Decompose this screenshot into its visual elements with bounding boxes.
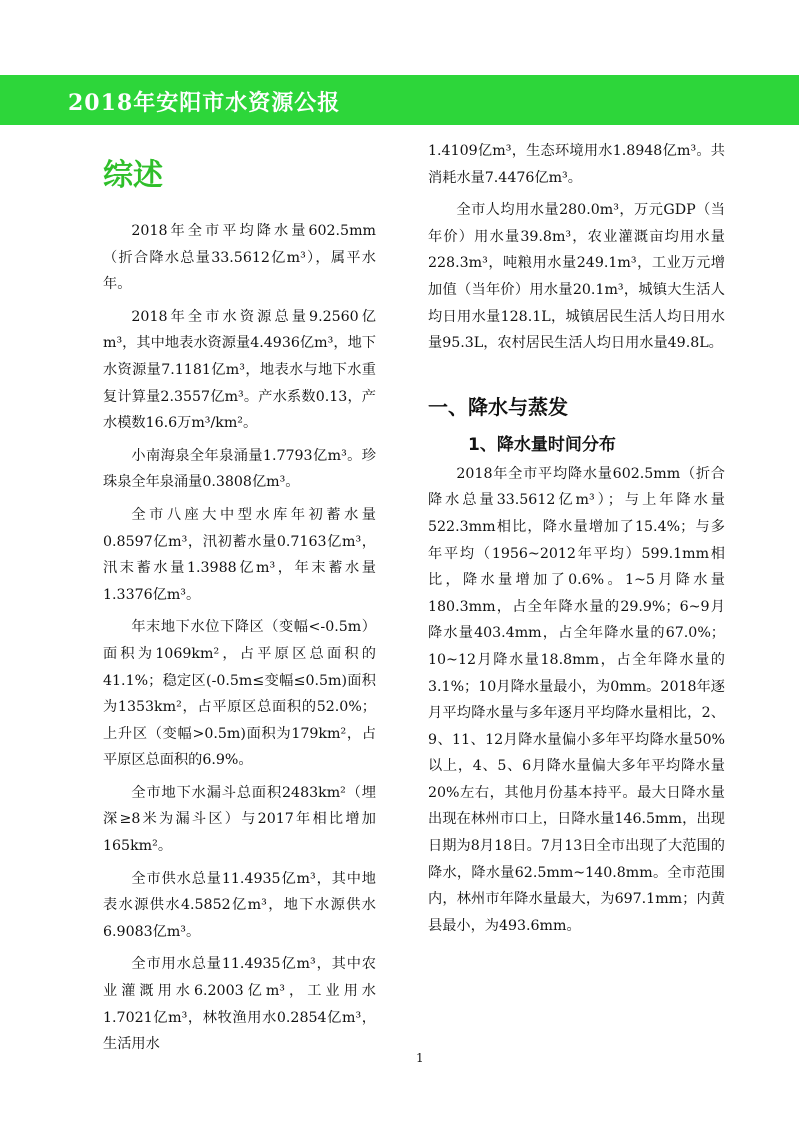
paragraph-per-capita-use: 全市人均用水量280.0m³，万元GDP（当年价）用水量39.8m³，农业灌溉亩均用水量228.3m³，吨粮用水量249.1m³，工业万元增加值（当年价）用水量20.1m³，城镇大生活人均日用水量128.1L，城镇居民生活人均日用水量95.3L，农村居民生活人均日用水量49.8L。: [428, 202, 725, 352]
paragraph-reservoir-storage: 全市八座大中型水库年初蓄水量0.8597亿m³，汛初蓄水量0.7163亿m³，汛末蓄水量1.3988亿m³，年末蓄水量1.3376亿m³。: [103, 506, 376, 603]
page-number: 1: [416, 1051, 424, 1065]
paragraph-water-use: 全市用水总量11.4935亿m³，其中农业灌溉用水6.2003亿m³，工业用水1.7021亿m³，林牧渔用水0.2854亿m³，生活用水: [103, 956, 376, 1053]
paragraph-water-use-continued: 1.4109亿m³，生态环境用水1.8948亿m³。共消耗水量7.4476亿m³。: [428, 143, 725, 186]
paragraph-water-resources-total: 2018年全市水资源总量9.2560亿m³，其中地表水资源量4.4936亿m³，地下水资源量7.1181亿m³，地表水与地下水重复计算量2.3557亿m³。产水系数0.13，产水模数16.6万m³/km²。: [103, 308, 376, 432]
overview-heading: 综述: [103, 158, 163, 193]
paragraph-precipitation-detail: 2018年全市平均降水量602.5mm（折合降水总量33.5612亿m³）；与上年降水量522.3mm相比，降水量增加了15.4%；与多年平均（1956~2012年平均）599.1mm相比，降水量增加了0.6%。1~5月降水量180.3mm，占全年降水量的29.9%；6~9月降水量403.4mm，占全年降水量的67.0%；10~12月降水量18.8mm，占全年降水量的3.1%；10月降水量最小，为0mm。2018年逐月平均降水量与多年逐月平均降水量相比，2、9、11、12月降水量偏小多年平均降水量50%以上，4、5、6月降水量偏大多年平均降水量20%左右，其他月份基本持平。最大日降水量出现在林州市口上，日降水量146.5mm，出现日期为8月18日。7月13日全市出现了大范围的降水，降水量62.5mm~140.8mm。全市范围内，林州市年降水量最大，为697.1mm；内黄县最小，为493.6mm。: [428, 465, 725, 934]
left-column: [103, 140, 376, 1064]
section-heading-precipitation-evaporation: 一、降水与蒸发: [428, 394, 568, 419]
paragraph-groundwater-funnel: 全市地下水漏斗总面积2483km²（埋深≥8米为漏斗区）与2017年相比增加165km²。: [103, 784, 376, 855]
header-banner: [0, 75, 799, 125]
paragraph-precipitation-summary: 2018年全市平均降水量602.5mm（折合降水总量33.5612亿m³），属平水年。: [103, 223, 376, 293]
subsection-heading-precipitation-time: 1、降水量时间分布: [468, 434, 616, 455]
right-column: [428, 138, 725, 945]
report-title: 2018年安阳市水资源公报: [68, 90, 341, 116]
paragraph-groundwater-level: 年末地下水位下降区（变幅<-0.5m）面积为1069km²，占平原区总面积的41.1%；稳定区(-0.5m≤变幅≤0.5m)面积为1353km²，占平原区总面积的52.0%；上升区（变幅>0.5m)面积为179km²，占平原区总面积的6.9%。: [103, 619, 376, 769]
paragraph-spring-flow: 小南海泉全年泉涌量1.7793亿m³。珍珠泉全年泉涌量0.3808亿m³。: [103, 447, 376, 491]
paragraph-water-supply: 全市供水总量11.4935亿m³，其中地表水源供水4.5852亿m³，地下水源供水6.9083亿m³。: [103, 870, 376, 940]
